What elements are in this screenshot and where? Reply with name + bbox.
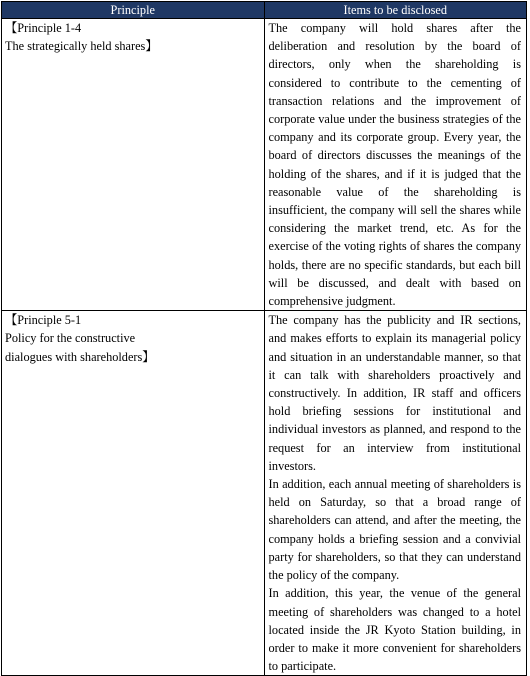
table-row [2,19,527,311]
table-row [2,311,527,676]
principle-label-line: The strategically held shares】 [5,39,158,54]
principle-label-line: dialogues with shareholders】 [5,349,155,364]
column-header-items-disclosed: Items to be disclosed [264,2,527,19]
principle-cell [2,311,265,676]
disclosure-paragraph: In addition, each annual meeting of shareholders is held on Saturday, so that a broad range of shareholders can attend, and after the meeting, the company holds a briefing session and a convivial party for shareholders, so that they can understand the policy of the company. [268,477,521,583]
principle-cell [2,19,265,311]
disclosure-paragraph: The company has the publicity and IR sections, and makes efforts to explain its managerial policy and situation in an understandable manner, so that it can talk with shareholders proactively and constructively. In addition, IR staff and officers hold briefing sessions for institutional and individual investors as planned, and respond to the request for an interview from institutional investors. [268,313,521,473]
principle-label-line: 【Principle 1-4 [5,21,82,35]
column-header-principle: Principle [2,2,265,19]
disclosure-paragraph: In addition, this year, the venue of the general meeting of shareholders was changed to a hotel located inside the JR Kyoto Station building, in order to make it more convenient for shareholders to participate. [268,586,521,674]
principle-label-line: Policy for the constructive [5,331,136,346]
disclosure-cell [264,311,527,676]
disclosure-paragraph: The company will hold shares after the deliberation and resolution by the board of directors, only when the shareholding is considered to contribute to the cementing of transaction relations and the improvement of corporate value under the business strategies of the company and its corporate group. Every year, the board of directors discusses the meanings of the holding of the shares, and if it is judged that the reasonable value of the shareholding is insufficient, the company will sell the shares while considering the market trend, etc. As for the exercise of the voting rights of shares the company holds, there are no specific standards, but each bill will be discussed, and dealt with based on comprehensive judgment. [268,21,521,309]
table-header-row [2,2,527,19]
principle-label-line: 【Principle 5-1 [5,313,82,328]
principles-disclosure-table [1,1,527,676]
disclosure-cell [264,19,527,311]
